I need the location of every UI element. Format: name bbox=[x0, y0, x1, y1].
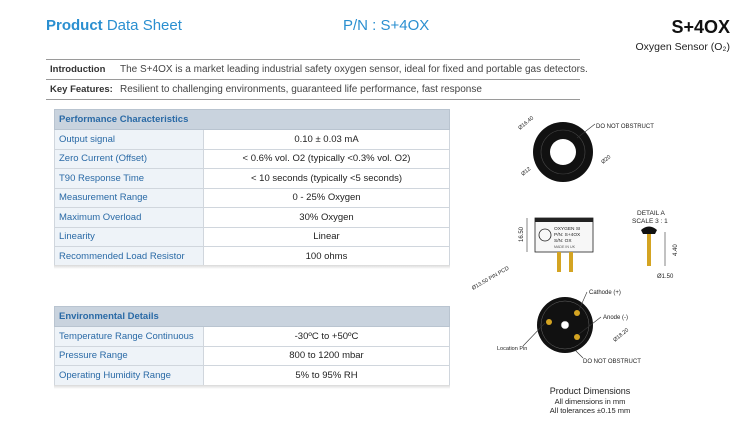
cathode-pin bbox=[574, 310, 580, 316]
title-bold: Product bbox=[46, 17, 103, 34]
model-subtitle: Oxygen Sensor (O₂) bbox=[635, 41, 730, 53]
label-line1: OXYGEN SI bbox=[554, 227, 581, 232]
pin-left bbox=[557, 252, 561, 272]
pin-pcd-label: Ø13.50 PIN PCD bbox=[471, 265, 511, 292]
detail-title: DETAIL A bbox=[637, 210, 665, 217]
features-label: Key Features: bbox=[50, 84, 113, 95]
divider-bottom bbox=[46, 99, 580, 100]
table-row bbox=[55, 208, 450, 228]
performance-title: Performance Characteristics bbox=[55, 110, 450, 130]
dim-4-40-label: 4.40 bbox=[673, 244, 679, 256]
row-label: Linearity bbox=[55, 227, 204, 247]
document-title bbox=[46, 17, 182, 34]
intro-label: Introduction bbox=[50, 64, 106, 75]
table-row bbox=[55, 227, 450, 247]
row-value: Linear bbox=[204, 227, 450, 247]
detail-a bbox=[632, 210, 679, 280]
row-label: Pressure Range bbox=[55, 346, 204, 366]
row-value: 0.10 ± 0.03 mA bbox=[204, 130, 450, 150]
sensor-side-cap bbox=[535, 218, 593, 222]
row-label: Maximum Overload bbox=[55, 208, 204, 228]
anode-label: Anode (-) bbox=[603, 315, 629, 321]
dimension-drawing bbox=[465, 110, 750, 385]
label-line4: MADE IN UK bbox=[554, 245, 575, 249]
anode-pin bbox=[574, 334, 580, 340]
dimensions-caption-title: Product Dimensions bbox=[549, 386, 631, 396]
row-value: 800 to 1200 mbar bbox=[204, 346, 450, 366]
row-value: 5% to 95% RH bbox=[204, 366, 450, 386]
dim-16-40-label: Ø16.40 bbox=[517, 115, 536, 132]
location-pin-label: Location Pin bbox=[497, 346, 528, 352]
table-shadow bbox=[54, 265, 450, 269]
performance-table bbox=[54, 109, 450, 267]
row-label: Measurement Range bbox=[55, 188, 204, 208]
table-row bbox=[55, 169, 450, 189]
row-value: -30ºC to +50ºC bbox=[204, 327, 450, 347]
divider-mid bbox=[46, 79, 580, 80]
row-label: Recommended Load Resistor bbox=[55, 247, 204, 267]
divider-top bbox=[46, 59, 580, 60]
pin-right bbox=[569, 252, 573, 272]
row-value: 0 - 25% Oxygen bbox=[204, 188, 450, 208]
table-row bbox=[55, 346, 450, 366]
row-label: Zero Current (Offset) bbox=[55, 149, 204, 169]
location-pin-mark bbox=[546, 319, 552, 325]
label-line2: P/N: S+4OX bbox=[554, 233, 581, 238]
row-value: 30% Oxygen bbox=[204, 208, 450, 228]
intro-text: The S+4OX is a market leading industrial safety oxygen sensor, ideal for fixed and portable gas detectors. bbox=[120, 64, 588, 75]
table-row bbox=[55, 247, 450, 267]
dimensions-caption-line1: All dimensions in mm bbox=[554, 397, 626, 406]
dim-1-50-label: Ø1.50 bbox=[657, 274, 674, 280]
dim-12-label: Ø12 bbox=[520, 166, 533, 178]
sensor-bottom-view bbox=[471, 266, 641, 365]
row-label: Temperature Range Continuous bbox=[55, 327, 204, 347]
top-do-not-obstruct-label: DO NOT OBSTRUCT bbox=[596, 124, 654, 130]
table-row bbox=[55, 188, 450, 208]
row-value: < 0.6% vol. O2 (typically <0.3% vol. O2) bbox=[204, 149, 450, 169]
row-label: Operating Humidity Range bbox=[55, 366, 204, 386]
table-row bbox=[55, 130, 450, 150]
dim-16-50-label: 16.50 bbox=[519, 226, 525, 242]
title-rest: Data Sheet bbox=[102, 17, 182, 34]
environmental-table bbox=[54, 306, 450, 386]
dim-20-label: Ø20 bbox=[600, 154, 613, 166]
dim-18-20-label: Ø18.20 bbox=[612, 327, 631, 344]
table-shadow bbox=[54, 385, 450, 389]
sensor-port bbox=[550, 139, 576, 165]
row-label: Output signal bbox=[55, 130, 204, 150]
model-name: S+4OX bbox=[671, 17, 730, 37]
table-row bbox=[55, 149, 450, 169]
features-text: Resilient to challenging environments, guaranteed life performance, fast response bbox=[120, 84, 482, 95]
label-line3: S/N: OX bbox=[554, 239, 572, 244]
bottom-vent bbox=[561, 321, 569, 329]
part-number: P/N : S+4OX bbox=[343, 17, 430, 34]
sensor-side-view bbox=[519, 218, 593, 272]
table-row bbox=[55, 366, 450, 386]
row-value: 100 ohms bbox=[204, 247, 450, 267]
row-value: < 10 seconds (typically <5 seconds) bbox=[204, 169, 450, 189]
row-label: T90 Response Time bbox=[55, 169, 204, 189]
table-row bbox=[55, 327, 450, 347]
detail-scale: SCALE 3 : 1 bbox=[632, 218, 668, 225]
sensor-top-view bbox=[517, 115, 654, 182]
cathode-label: Cathode (+) bbox=[589, 290, 621, 296]
environmental-title: Environmental Details bbox=[55, 307, 450, 327]
pin-head bbox=[641, 227, 657, 235]
bottom-do-not-obstruct-label: DO NOT OBSTRUCT bbox=[583, 359, 641, 365]
detail-pin bbox=[647, 234, 651, 266]
leader-line bbox=[575, 350, 583, 358]
dimensions-caption-line2: All tolerances ±0.15 mm bbox=[549, 406, 631, 415]
